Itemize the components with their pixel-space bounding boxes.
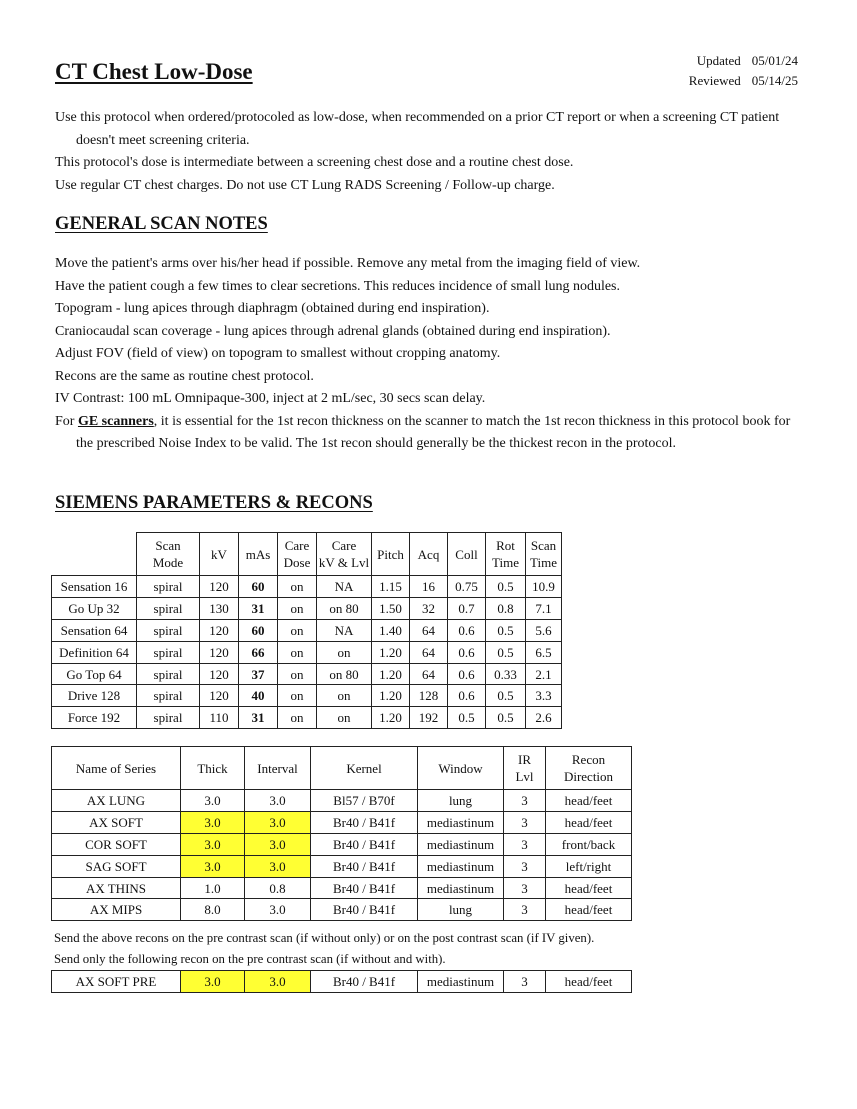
scanner-param: on — [317, 641, 372, 663]
scanner-param: 37 — [239, 663, 278, 685]
intro-line: Use regular CT chest charges. Do not use CT Lung RADS Screening / Follow-up charge. — [55, 177, 555, 193]
scanner-param: 0.6 — [448, 641, 486, 663]
scanner-param: 0.6 — [448, 619, 486, 641]
recon-value: 3.0 — [181, 855, 245, 877]
scanner-row — [52, 707, 562, 729]
recon-value: Br40 / B41f — [311, 811, 418, 833]
series-name: SAG SOFT — [52, 855, 181, 877]
recon-value: 3 — [504, 877, 546, 899]
recon-value: Br40 / B41f — [311, 877, 418, 899]
recon-header-cell: Interval — [245, 747, 311, 790]
updated-row — [660, 51, 798, 71]
siemens-heading: SIEMENS PARAMETERS & RECONS — [55, 493, 373, 513]
scanner-param: spiral — [137, 663, 200, 685]
recon-value: lung — [418, 790, 504, 812]
ge-suffix: , it is essential for the 1st recon thickness on the scanner to match the 1st recon thickness in this protocol book for the prescribed Noise Index to be valid. The 1st recon should generally be the thickest recon in the protocol. — [76, 413, 791, 451]
scanner-row — [52, 619, 562, 641]
siemens-header-cell: Scan Time — [526, 533, 562, 576]
siemens-parameters-table — [51, 532, 562, 729]
scanner-param: 0.7 — [448, 597, 486, 619]
recon-value: left/right — [546, 855, 632, 877]
scanner-name: Definition 64 — [52, 641, 137, 663]
series-name: AX MIPS — [52, 899, 181, 921]
scanner-param: 31 — [239, 707, 278, 729]
recon-value: mediastinum — [418, 833, 504, 855]
scanner-row — [52, 597, 562, 619]
recon-value: 3.0 — [181, 971, 245, 993]
recon-value: mediastinum — [418, 811, 504, 833]
scanner-name: Force 192 — [52, 707, 137, 729]
scanner-name: Drive 128 — [52, 685, 137, 707]
siemens-header-cell: Rot Time — [486, 533, 526, 576]
scanner-param: 1.20 — [372, 707, 410, 729]
scanner-name: Go Up 32 — [52, 597, 137, 619]
recon-value: 1.0 — [181, 877, 245, 899]
recon-value: head/feet — [546, 811, 632, 833]
recon-value: 3.0 — [245, 790, 311, 812]
series-name: COR SOFT — [52, 833, 181, 855]
scanner-param: 110 — [200, 707, 239, 729]
scanner-param: 1.40 — [372, 619, 410, 641]
scanner-param: NA — [317, 576, 372, 598]
scanner-param: 0.6 — [448, 685, 486, 707]
reviewed-label: Reviewed — [688, 73, 741, 88]
scanner-param: 120 — [200, 685, 239, 707]
intro-line: This protocol's dose is intermediate between a screening chest dose and a routine chest dose. — [55, 155, 574, 170]
scanner-param: 0.5 — [448, 707, 486, 729]
recon-header-row — [52, 747, 632, 790]
reviewed-date: 05/14/25 — [751, 73, 798, 88]
recon-value: Br40 / B41f — [311, 833, 418, 855]
scanner-param: on — [278, 619, 317, 641]
scanner-param: 31 — [239, 597, 278, 619]
scanner-param: spiral — [137, 707, 200, 729]
note-line: Craniocaudal scan coverage - lung apices through adrenal glands (obtained during end inspiration). — [55, 323, 611, 339]
ge-scanners-emphasis: GE scanners — [77, 413, 154, 429]
recon-value: Br40 / B41f — [311, 899, 418, 921]
recon-value: head/feet — [546, 971, 632, 993]
scanner-param: on — [278, 663, 317, 685]
scanner-param: 1.20 — [372, 641, 410, 663]
reviewed-row — [660, 71, 798, 91]
recon-value: head/feet — [546, 877, 632, 899]
scanner-param: 0.5 — [486, 576, 526, 598]
scanner-param: on — [317, 685, 372, 707]
scanner-param: 0.6 — [448, 663, 486, 685]
recon-value: 3.0 — [181, 790, 245, 812]
scanner-param: 0.8 — [486, 597, 526, 619]
ge-prefix: For — [55, 413, 78, 429]
scanner-param: 120 — [200, 663, 239, 685]
intro-line: Use this protocol when ordered/protocoled as low-dose, when recommended on a prior CT report or when a screening CT patient doesn't meet screening criteria. — [55, 110, 780, 148]
recon-header-cell: Window — [418, 747, 504, 790]
scanner-param: 40 — [239, 685, 278, 707]
scanner-param: 0.75 — [448, 576, 486, 598]
scanner-param: on — [278, 641, 317, 663]
recon-value: lung — [418, 899, 504, 921]
recon-value: 3 — [504, 811, 546, 833]
recon-value: 3.0 — [181, 811, 245, 833]
siemens-header-cell: kV — [200, 533, 239, 576]
recon-row — [52, 833, 632, 855]
scanner-row — [52, 685, 562, 707]
scanner-param: on 80 — [317, 597, 372, 619]
scanner-param: 120 — [200, 576, 239, 598]
note-line: Move the patient's arms over his/her head if possible. Remove any metal from the imaging field of view. — [55, 256, 641, 271]
recon-value: 3.0 — [245, 855, 311, 877]
scanner-param: spiral — [137, 576, 200, 598]
recon-value: 3 — [504, 899, 546, 921]
page-title: CT Chest Low-Dose — [55, 59, 253, 84]
recon-value: 3.0 — [181, 833, 245, 855]
recon-value: 3.0 — [245, 833, 311, 855]
scanner-param: 5.6 — [526, 619, 562, 641]
scanner-param: 10.9 — [526, 576, 562, 598]
scanner-param: 120 — [200, 619, 239, 641]
recon-value: 8.0 — [181, 899, 245, 921]
siemens-header-row — [52, 533, 562, 576]
recon-value: head/feet — [546, 790, 632, 812]
scanner-param: 0.33 — [486, 663, 526, 685]
scanner-param: 192 — [410, 707, 448, 729]
scanner-param: 7.1 — [526, 597, 562, 619]
scanner-param: on — [278, 576, 317, 598]
pre-contrast-row — [52, 971, 632, 993]
intro-paragraphs — [55, 107, 800, 197]
recon-value: Br40 / B41f — [311, 855, 418, 877]
recon-value: front/back — [546, 833, 632, 855]
scanner-param: 1.50 — [372, 597, 410, 619]
scanner-row — [52, 641, 562, 663]
scanner-param: 64 — [410, 619, 448, 641]
scanner-param: 16 — [410, 576, 448, 598]
recon-row — [52, 855, 632, 877]
siemens-header-cell: Scan Mode — [137, 533, 200, 576]
scanner-param: 3.3 — [526, 685, 562, 707]
recon-header-cell: Thick — [181, 747, 245, 790]
scanner-name: Sensation 16 — [52, 576, 137, 598]
scanner-param: 60 — [239, 619, 278, 641]
scanner-param: 6.5 — [526, 641, 562, 663]
note-line: Adjust FOV (field of view) on topogram to smallest without cropping anatomy. — [55, 346, 501, 361]
recon-value: 3.0 — [245, 899, 311, 921]
scanner-param: 0.5 — [486, 641, 526, 663]
recon-header-cell: Name of Series — [52, 747, 181, 790]
recon-value: 3 — [504, 833, 546, 855]
scanner-param: 64 — [410, 641, 448, 663]
revision-dates — [660, 51, 798, 91]
recon-value: 3 — [504, 790, 546, 812]
scanner-param: on — [278, 597, 317, 619]
recon-value: head/feet — [546, 899, 632, 921]
series-name: AX SOFT — [52, 811, 181, 833]
scanner-param: on — [278, 685, 317, 707]
recon-value: Br40 / B41f — [311, 971, 418, 993]
scanner-row — [52, 576, 562, 598]
siemens-header-cell: Care kV & Lvl — [317, 533, 372, 576]
scanner-param: 2.1 — [526, 663, 562, 685]
recon-header-cell: Kernel — [311, 747, 418, 790]
scanner-param: on — [278, 707, 317, 729]
recon-value: 3.0 — [245, 811, 311, 833]
recon-value: 3.0 — [245, 971, 311, 993]
siemens-header-blank — [52, 533, 137, 576]
scanner-param: spiral — [137, 685, 200, 707]
scanner-param: 2.6 — [526, 707, 562, 729]
general-notes — [55, 253, 800, 456]
recon-header-cell: Recon Direction — [546, 747, 632, 790]
series-name: AX SOFT PRE — [52, 971, 181, 993]
note-line: Recons are the same as routine chest protocol. — [55, 368, 314, 384]
updated-label: Updated — [696, 53, 741, 68]
recon-note-post: Send the above recons on the pre contrast scan (if without only) or on the post contrast scan (if IV given). — [54, 931, 595, 945]
recon-header-cell: IR Lvl — [504, 747, 546, 790]
recon-value: Bl57 / B70f — [311, 790, 418, 812]
recon-value: 3 — [504, 971, 546, 993]
recon-value: 0.8 — [245, 877, 311, 899]
note-line: Have the patient cough a few times to clear secretions. This reduces incidence of small lung nodules. — [55, 278, 621, 294]
updated-date: 05/01/24 — [751, 53, 798, 68]
general-notes-heading: GENERAL SCAN NOTES — [55, 214, 268, 234]
scanner-param: 64 — [410, 663, 448, 685]
scanner-param: spiral — [137, 597, 200, 619]
scanner-param: 60 — [239, 576, 278, 598]
scanner-name: Go Top 64 — [52, 663, 137, 685]
scanner-param: 0.5 — [486, 685, 526, 707]
scanner-param: 128 — [410, 685, 448, 707]
recon-value: 3 — [504, 855, 546, 877]
scanner-param: on 80 — [317, 663, 372, 685]
series-name: AX THINS — [52, 877, 181, 899]
series-name: AX LUNG — [52, 790, 181, 812]
scanner-param: 32 — [410, 597, 448, 619]
scanner-param: 1.20 — [372, 663, 410, 685]
siemens-header-cell: Pitch — [372, 533, 410, 576]
recon-table — [51, 746, 632, 921]
recon-row — [52, 811, 632, 833]
scanner-param: on — [317, 707, 372, 729]
note-line: IV Contrast: 100 mL Omnipaque-300, inject at 2 mL/sec, 30 secs scan delay. — [55, 391, 486, 406]
recon-value: mediastinum — [418, 877, 504, 899]
scanner-param: 130 — [200, 597, 239, 619]
scanner-param: 0.5 — [486, 707, 526, 729]
scanner-param: 0.5 — [486, 619, 526, 641]
scanner-param: NA — [317, 619, 372, 641]
recon-row — [52, 790, 632, 812]
scanner-param: 1.15 — [372, 576, 410, 598]
recon-row — [52, 877, 632, 899]
scanner-name: Sensation 64 — [52, 619, 137, 641]
scanner-param: 66 — [239, 641, 278, 663]
recon-note-pre: Send only the following recon on the pre contrast scan (if without and with). — [54, 952, 446, 966]
ge-scanner-note — [55, 411, 800, 456]
recon-row — [52, 899, 632, 921]
siemens-header-cell: mAs — [239, 533, 278, 576]
siemens-header-cell: Coll — [448, 533, 486, 576]
siemens-header-cell: Care Dose — [278, 533, 317, 576]
scanner-row — [52, 663, 562, 685]
scanner-param: spiral — [137, 619, 200, 641]
note-line: Topogram - lung apices through diaphragm (obtained during end inspiration). — [55, 301, 490, 316]
siemens-header-cell: Acq — [410, 533, 448, 576]
scanner-param: 1.20 — [372, 685, 410, 707]
recon-value: mediastinum — [418, 971, 504, 993]
pre-contrast-recon-table — [51, 970, 632, 993]
scanner-param: spiral — [137, 641, 200, 663]
scanner-param: 120 — [200, 641, 239, 663]
recon-value: mediastinum — [418, 855, 504, 877]
